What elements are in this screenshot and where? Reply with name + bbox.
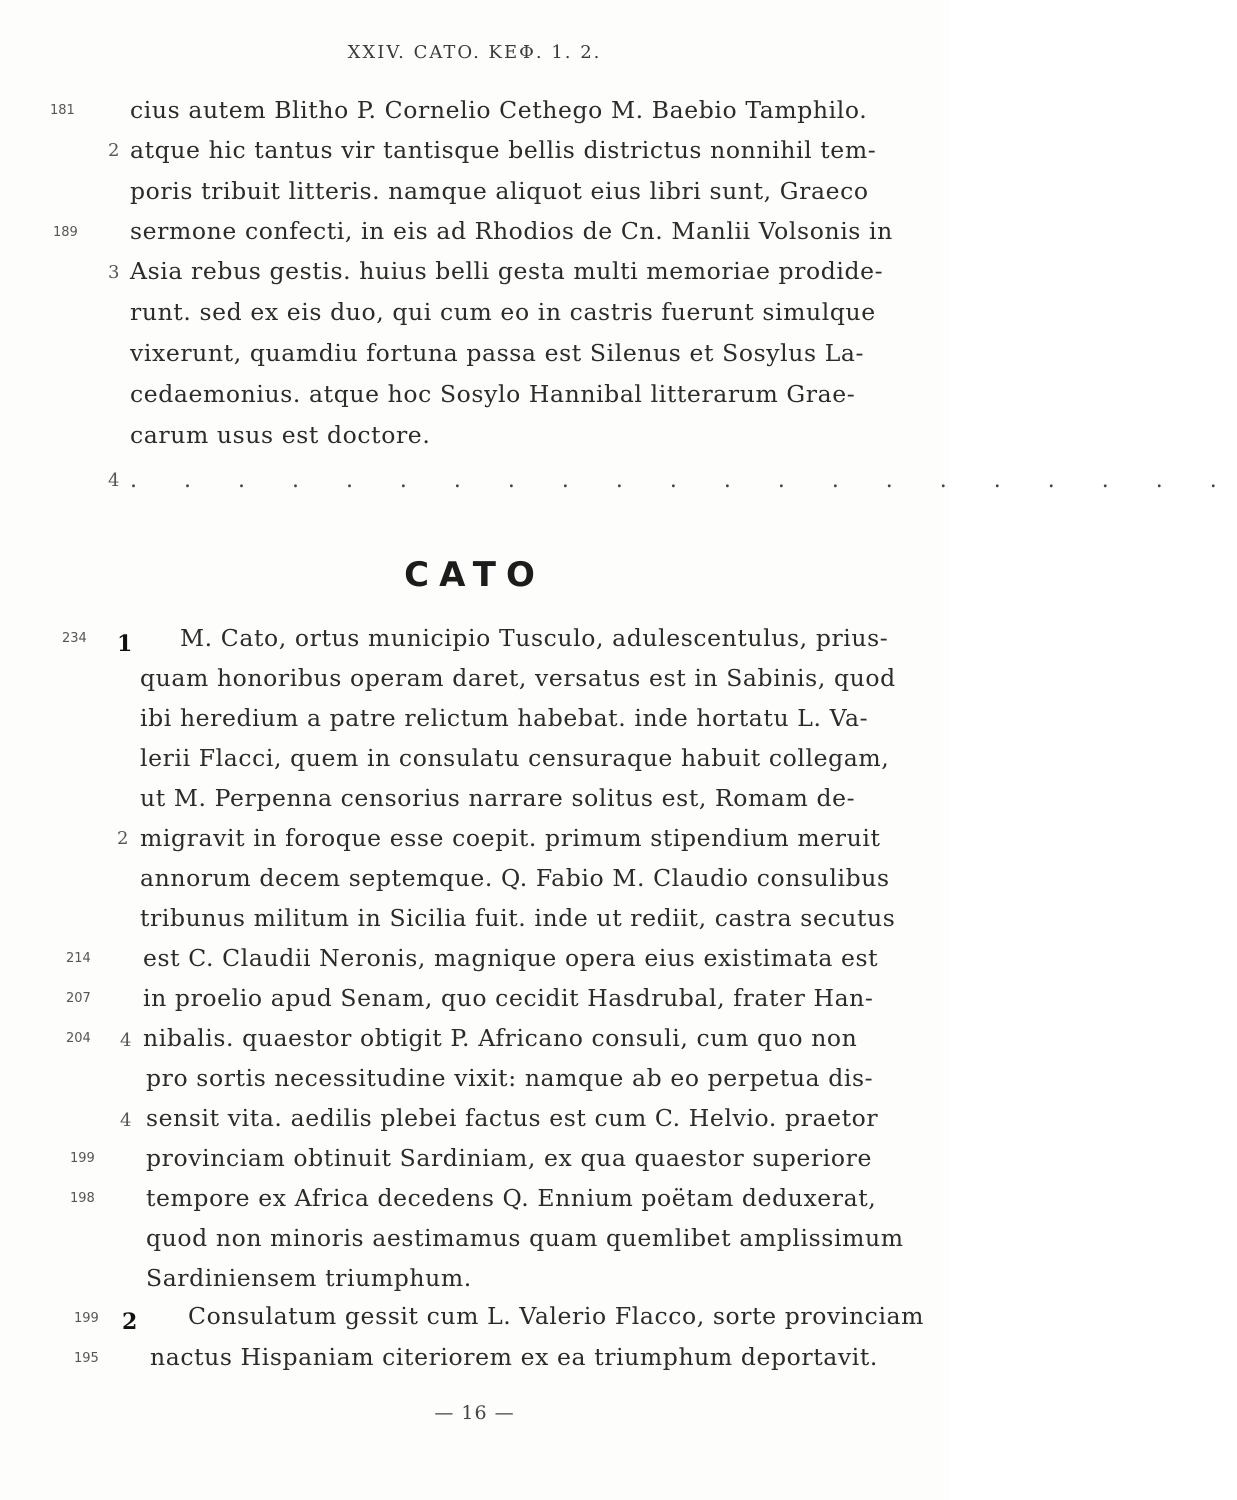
text-line: cius autem Blitho P. Cornelio Cethego M. Baebio Tamphilo. (130, 96, 868, 124)
text-line: cedaemonius. atque hoc Sosylo Hannibal litterarum Grae- (130, 380, 856, 408)
margin-year: 195 (74, 1351, 99, 1366)
margin-year: 234 (62, 631, 87, 646)
text-line: ibi heredium a patre relictum habebat. inde hortatu L. Va- (140, 704, 869, 732)
text-line: carum usus est doctore. (130, 421, 431, 449)
text-line: tribunus militum in Sicilia fuit. inde ut rediit, castra secutus (140, 904, 896, 932)
text-line: poris tribuit litteris. namque aliquot eius libri sunt, Graeco (130, 177, 869, 205)
section-number: 3 (108, 262, 120, 283)
text-line: vixerunt, quamdiu fortuna passa est Silenus et Sosylus La- (130, 339, 865, 367)
text-line: atque hic tantus vir tantisque bellis districtus nonnihil tem- (130, 136, 877, 164)
section-number: 4 (120, 1110, 132, 1131)
running-head: XXIV. CATO. ΚΕΦ. 1. 2. (347, 42, 602, 63)
text-line: ut M. Perpenna censorius narrare solitus est, Romam de- (140, 784, 856, 812)
margin-year: 199 (74, 1311, 99, 1326)
margin-year: 198 (70, 1191, 95, 1206)
text-line: quam honoribus operam daret, versatus est in Sabinis, quod (140, 664, 896, 692)
text-line: runt. sed ex eis duo, qui cum eo in castris fuerunt simulque (130, 298, 876, 326)
text-line: Asia rebus gestis. huius belli gesta multi memoriae prodide- (130, 257, 884, 285)
margin-year: 207 (66, 991, 91, 1006)
text-line: provinciam obtinuit Sardiniam, ex qua quaestor superiore (146, 1144, 872, 1172)
text-line: pro sortis necessitudine vixit: namque ab eo perpetua dis- (146, 1064, 874, 1092)
chapter-number: 2 (122, 1309, 138, 1335)
text-line: Consulatum gessit cum L. Valerio Flacco, sorte provinciam (188, 1302, 925, 1330)
page-number: — 16 — (434, 1402, 515, 1424)
text-line: Sardiniensem triumphum. (146, 1264, 472, 1292)
section-number: 2 (117, 828, 129, 849)
section-number: 4 (120, 1030, 132, 1051)
text-line: migravit in foroque esse coepit. primum stipendium meruit (140, 824, 881, 852)
text-line: in proelio apud Senam, quo cecidit Hasdrubal, frater Han- (143, 984, 874, 1012)
ellipsis-line: . . . . . . . . . . . . . . . . . . . . . (130, 468, 1237, 493)
text-line: M. Cato, ortus municipio Tusculo, adulescentulus, prius- (180, 624, 889, 652)
text-line: nactus Hispaniam citeriorem ex ea triumphum deportavit. (150, 1343, 879, 1371)
chapter-number: 1 (117, 631, 133, 657)
margin-year: 181 (50, 103, 75, 118)
text-line: nibalis. quaestor obtigit P. Africano consuli, cum quo non (143, 1024, 858, 1052)
chapter-heading: CATO (404, 555, 545, 595)
text-line: est C. Claudii Neronis, magnique opera eius existimata est (143, 944, 879, 972)
text-line: annorum decem septemque. Q. Fabio M. Claudio consulibus (140, 864, 890, 892)
text-line: sermone confecti, in eis ad Rhodios de Cn. Manlii Volsonis in (130, 217, 893, 245)
text-line: lerii Flacci, quem in consulatu censuraque habuit collegam, (140, 744, 890, 772)
margin-year: 189 (53, 225, 78, 240)
text-line: sensit vita. aedilis plebei factus est cum C. Helvio. praetor (146, 1104, 879, 1132)
text-line: tempore ex Africa decedens Q. Ennium poëtam deduxerat, (146, 1184, 877, 1212)
margin-year: 204 (66, 1031, 91, 1046)
text-line: quod non minoris aestimamus quam quemlibet amplissimum (146, 1224, 904, 1252)
margin-year: 214 (66, 951, 91, 966)
margin-year: 199 (70, 1151, 95, 1166)
section-number: 2 (108, 140, 120, 161)
section-number: 4 (108, 470, 120, 491)
